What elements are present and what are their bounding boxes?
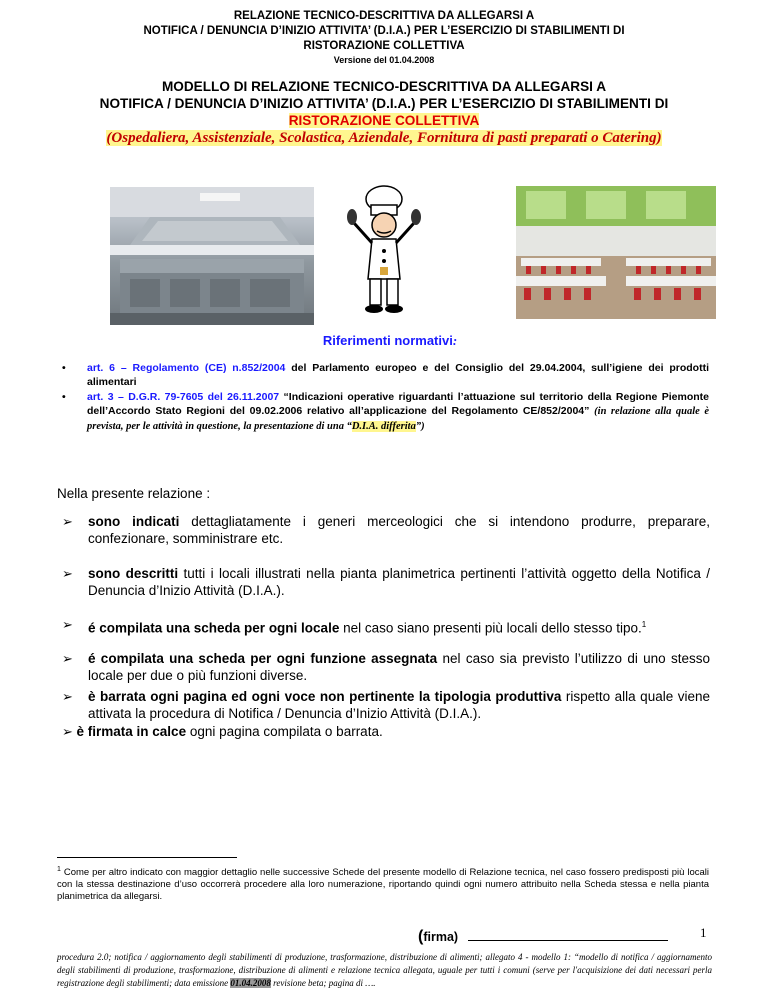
page-header xyxy=(0,9,768,66)
footnote-separator xyxy=(57,857,237,858)
header-line-2: NOTIFICA / DENUNCIA D’INIZIO ATTIVITA’ (D.I.A.) PER L’ESERCIZIO DI STABILIMENTI DI xyxy=(143,25,625,37)
footnote: $^1$ Come per altro indicato con maggior dettaglio nelle successive Schede del presente modello di Relazione tecnica, nel caso fossero predisposti più locali con la stessa destinazione d’uso occorrerà procedere alla loro numerazione, riportando quindi ogni numero attribuito nella Scheda stessa e nella pianta planimetrica da allegarsi. xyxy=(57,866,710,903)
reference-link[interactable]: art. 6 – Regolamento (CE) n.852/2004 xyxy=(87,362,286,374)
arrow-bullet-icon: ➢ xyxy=(62,689,73,704)
list-item: ➢ è firmata in calce ogni pagina compilata o barrata. xyxy=(62,724,383,739)
arrow-bullet-icon: ➢ xyxy=(62,566,73,581)
title-subtitle: (Ospedaliera, Assistenziale, Scolastica, Aziendale, Fornitura di pasti preparati o Catering) xyxy=(106,130,662,146)
header-line-3: RISTORAZIONE COLLETTIVA xyxy=(303,40,465,52)
document-title xyxy=(40,78,728,147)
reference-item: • art. 6 – Regolamento (CE) n.852/2004 del Parlamento europeo e del Consiglio del 29.04.2004, sull’igiene dei prodotti alimentari xyxy=(62,362,709,388)
list-item: ➢ sono indicati dettagliatamente i generi merceologici che si intendono produrre, preparare, confezionare, somministrare etc. xyxy=(62,514,710,546)
page-footer: procedura 2.0; notifica / aggiornamento degli stabilimenti di produzione, trasformazione, distribuzione di alimenti; allegato 4 - modello 1: “modello di notifica / aggiornamento degli stabilimenti di produzione, trasformazione, distribuzione di alimenti e relazione tecnica allegata, uguale per tutti i comuni (serve per l'acquisizione dei dati necessari perla registrazione degli stabilimenti; data emissione 01.04.2008 revisione beta; pagina di …. xyxy=(57,952,712,988)
reference-link[interactable]: art. 3 – D.G.R. 79-7605 del 26.11.2007 xyxy=(87,391,280,403)
title-line-1: MODELLO DI RELAZIONE TECNICO-DESCRITTIVA DA ALLEGARSI A xyxy=(161,79,607,94)
chef-illustration xyxy=(344,183,424,316)
references-heading: Riferimenti normativi: xyxy=(322,333,458,348)
arrow-bullet-icon: ➢ xyxy=(62,724,77,739)
list-item: ➢ sono descritti tutti i locali illustrati nella pianta planimetrica pertinenti l’attività oggetto della Notifica / Denuncia d’Inizio Attività (D.I.A.). xyxy=(62,566,710,598)
intro-text: Nella presente relazione : xyxy=(57,486,211,501)
list-item: ➢ é compilata una scheda per ogni locale nel caso siano presenti più locali dello stesso tipo.$^1$ xyxy=(62,617,647,636)
title-highlight: RISTORAZIONE COLLETTIVA xyxy=(288,113,480,128)
header-version: Versione del 01.04.2008 xyxy=(333,55,435,65)
arrow-bullet-icon: ➢ xyxy=(62,651,73,666)
signature-line[interactable] xyxy=(468,940,668,941)
list-item: ➢ é compilata una scheda per ogni funzione assegnata nel caso sia previsto l’utilizzo di uno stesso locale per due o più funzioni diverse. xyxy=(62,651,710,683)
arrow-bullet-icon: ➢ xyxy=(62,514,73,529)
page-number: 1 xyxy=(700,925,707,940)
canteen-photo xyxy=(516,186,716,319)
header-line-1: RELAZIONE TECNICO-DESCRITTIVA DA ALLEGARSI A xyxy=(233,10,535,22)
signature-label: (firma) xyxy=(418,928,459,945)
arrow-bullet-icon: ➢ xyxy=(62,617,73,632)
title-line-2: NOTIFICA / DENUNCIA D’INIZIO ATTIVITA’ (D.I.A.) PER L’ESERCIZIO DI STABILIMENTI DI xyxy=(99,96,669,111)
list-item: ➢ è barrata ogni pagina ed ogni voce non pertinente la tipologia produttiva rispetto alla quale viene attivata la procedura di Notifica / Denuncia d’Inizio Attività (D.I.A.). xyxy=(62,689,710,721)
reference-item: • art. 3 – D.G.R. 79-7605 del 26.11.2007 “Indicazioni operative riguardanti l’attuazione sul territorio della Regione Piemonte dell’Accordo Stato Regioni del 09.02.2006 relativo all’applicazione del Regolamento CE/852/2004” (in relazione alla quale è prevista, per le attività in questione, la presentazione di una “D.I.A. differita”) xyxy=(62,391,710,432)
kitchen-photo xyxy=(110,187,314,325)
